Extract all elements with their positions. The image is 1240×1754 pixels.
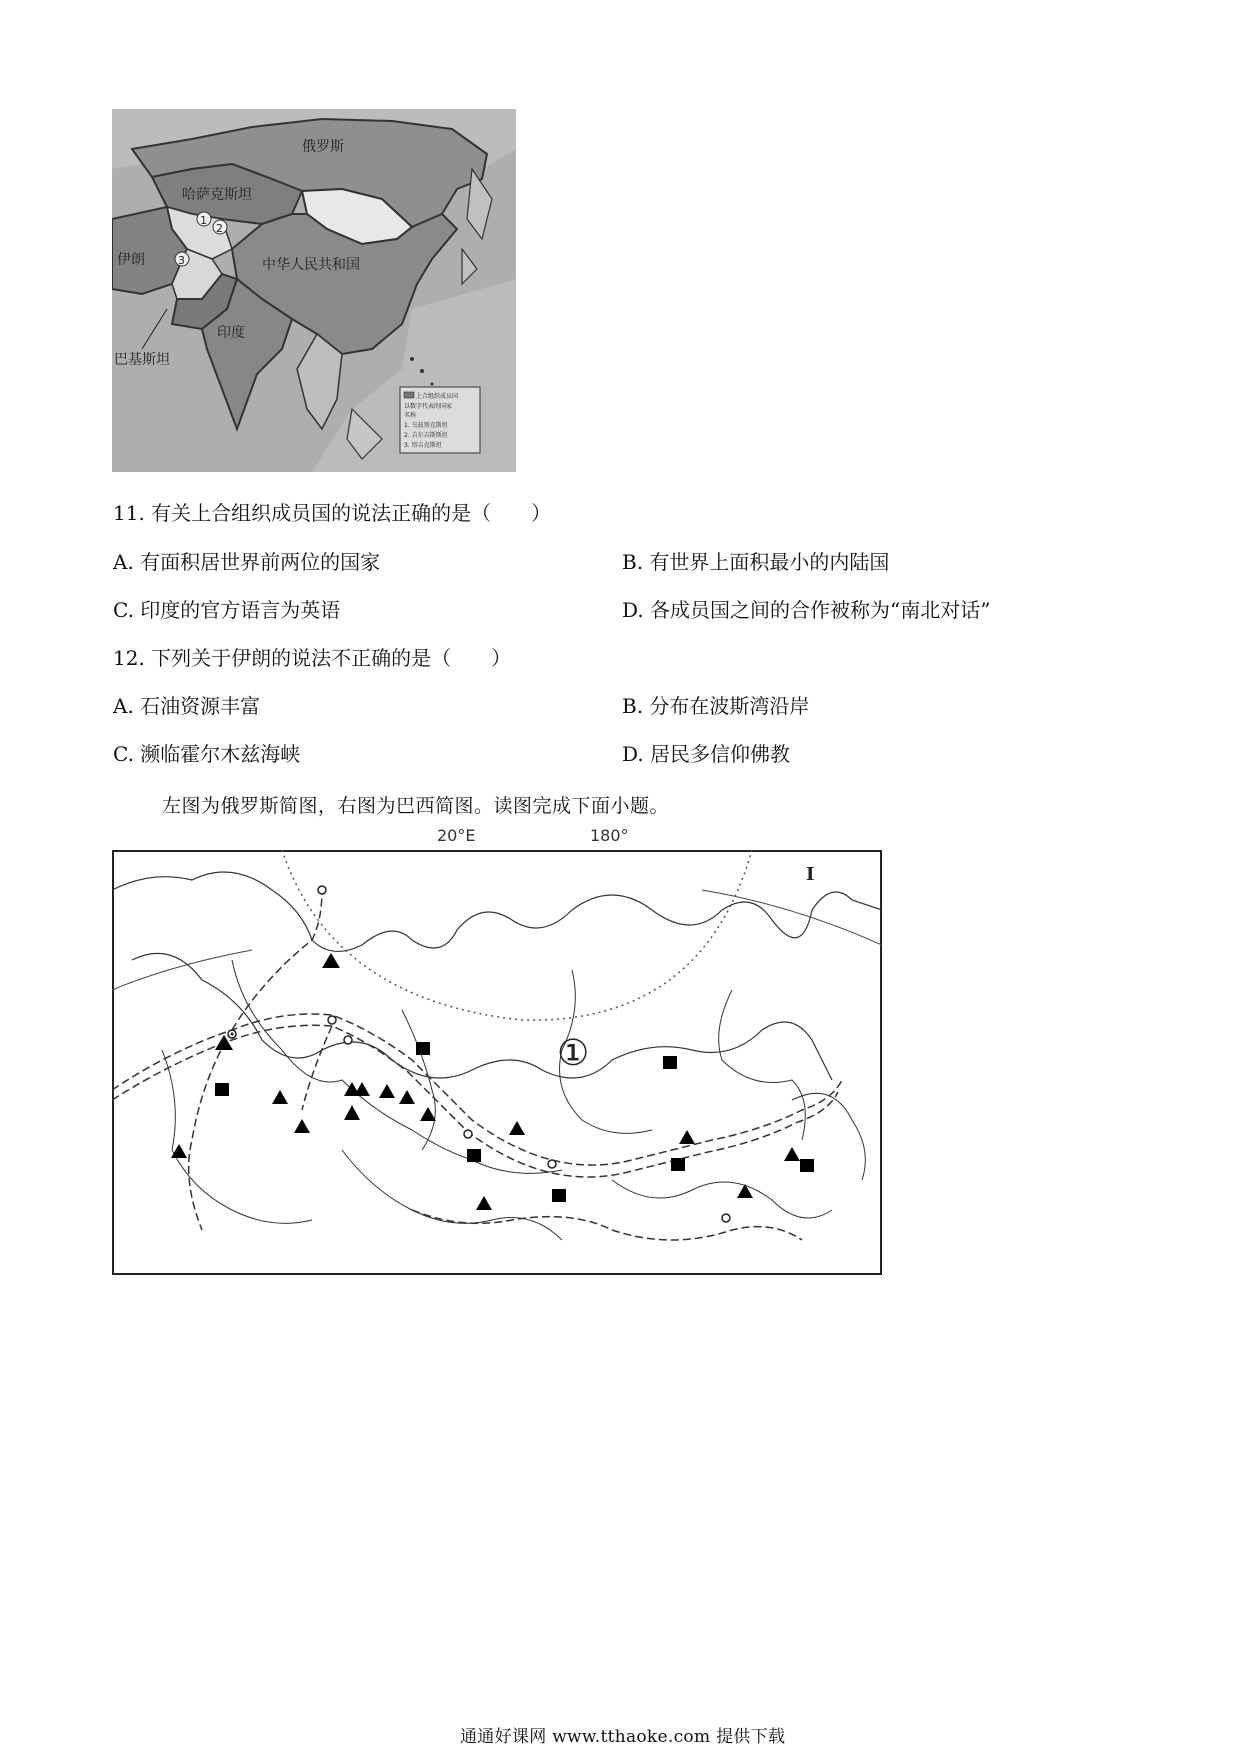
q12-option-d[interactable]: D. 居民多信仰佛教 bbox=[622, 742, 791, 766]
russia-map-svg bbox=[112, 850, 882, 1275]
svg-text:以数字代表的国家: 以数字代表的国家 bbox=[404, 403, 453, 410]
region-marker-1: ① bbox=[557, 1033, 590, 1074]
map-intro-text: 左图为俄罗斯简图，右图为巴西简图。读图完成下面小题。 bbox=[162, 795, 670, 817]
marker-3: 3 bbox=[178, 254, 185, 267]
label-russia: 俄罗斯 bbox=[302, 139, 344, 155]
q12-option-a[interactable]: A. 石油资源丰富 bbox=[113, 694, 261, 718]
q11-option-b[interactable]: B. 有世界上面积最小的内陆国 bbox=[622, 550, 890, 574]
label-china: 中华人民共和国 bbox=[262, 257, 360, 273]
russia-map bbox=[112, 850, 882, 1275]
square-symbol bbox=[215, 1083, 229, 1096]
label-iran: 伊朗 bbox=[117, 252, 145, 268]
q11-option-c[interactable]: C. 印度的官方语言为英语 bbox=[113, 598, 341, 622]
map-legend bbox=[400, 387, 480, 453]
question-11-stem: 11. 有关上合组织成员国的说法正确的是（ ） bbox=[113, 501, 552, 525]
question-12-stem: 12. 下列关于伊朗的说法不正确的是（ ） bbox=[113, 646, 512, 670]
square-symbol bbox=[663, 1056, 677, 1069]
marker-2: 2 bbox=[216, 222, 223, 235]
q11-option-a[interactable]: A. 有面积居世界前两位的国家 bbox=[113, 550, 381, 574]
q12-option-c[interactable]: C. 濒临霍尔木兹海峡 bbox=[113, 742, 301, 766]
label-india: 印度 bbox=[217, 325, 245, 341]
label-pakistan: 巴基斯坦 bbox=[114, 352, 170, 368]
svg-text:3. 塔吉克斯坦: 3. 塔吉克斯坦 bbox=[404, 442, 442, 449]
marker-1: 1 bbox=[200, 214, 207, 227]
square-symbol bbox=[671, 1158, 685, 1171]
square-symbol bbox=[467, 1149, 481, 1162]
q12-option-b[interactable]: B. 分布在波斯湾沿岸 bbox=[622, 694, 810, 718]
page-footer: 通通好课网 www.tthaoke.com 提供下载 bbox=[460, 1727, 786, 1747]
square-symbol bbox=[800, 1159, 814, 1172]
svg-text:名称: 名称 bbox=[404, 412, 417, 419]
label-kazakhstan: 哈萨克斯坦 bbox=[182, 187, 252, 203]
square-symbol bbox=[552, 1189, 566, 1202]
side-mark: I bbox=[806, 864, 815, 885]
q11-option-d[interactable]: D. 各成员国之间的合作被称为“南北对话” bbox=[622, 598, 991, 622]
svg-text:2. 吉尔吉斯斯坦: 2. 吉尔吉斯斯坦 bbox=[404, 432, 448, 439]
lon-label-20e: 20°E bbox=[437, 826, 476, 845]
sco-map bbox=[112, 109, 516, 472]
svg-text:1. 乌兹别克斯坦: 1. 乌兹别克斯坦 bbox=[404, 422, 448, 429]
svg-text:上合组织成员国: 上合组织成员国 bbox=[416, 393, 459, 400]
lon-label-180: 180° bbox=[590, 826, 629, 845]
square-symbol bbox=[416, 1042, 430, 1055]
sco-map-svg bbox=[112, 109, 516, 472]
